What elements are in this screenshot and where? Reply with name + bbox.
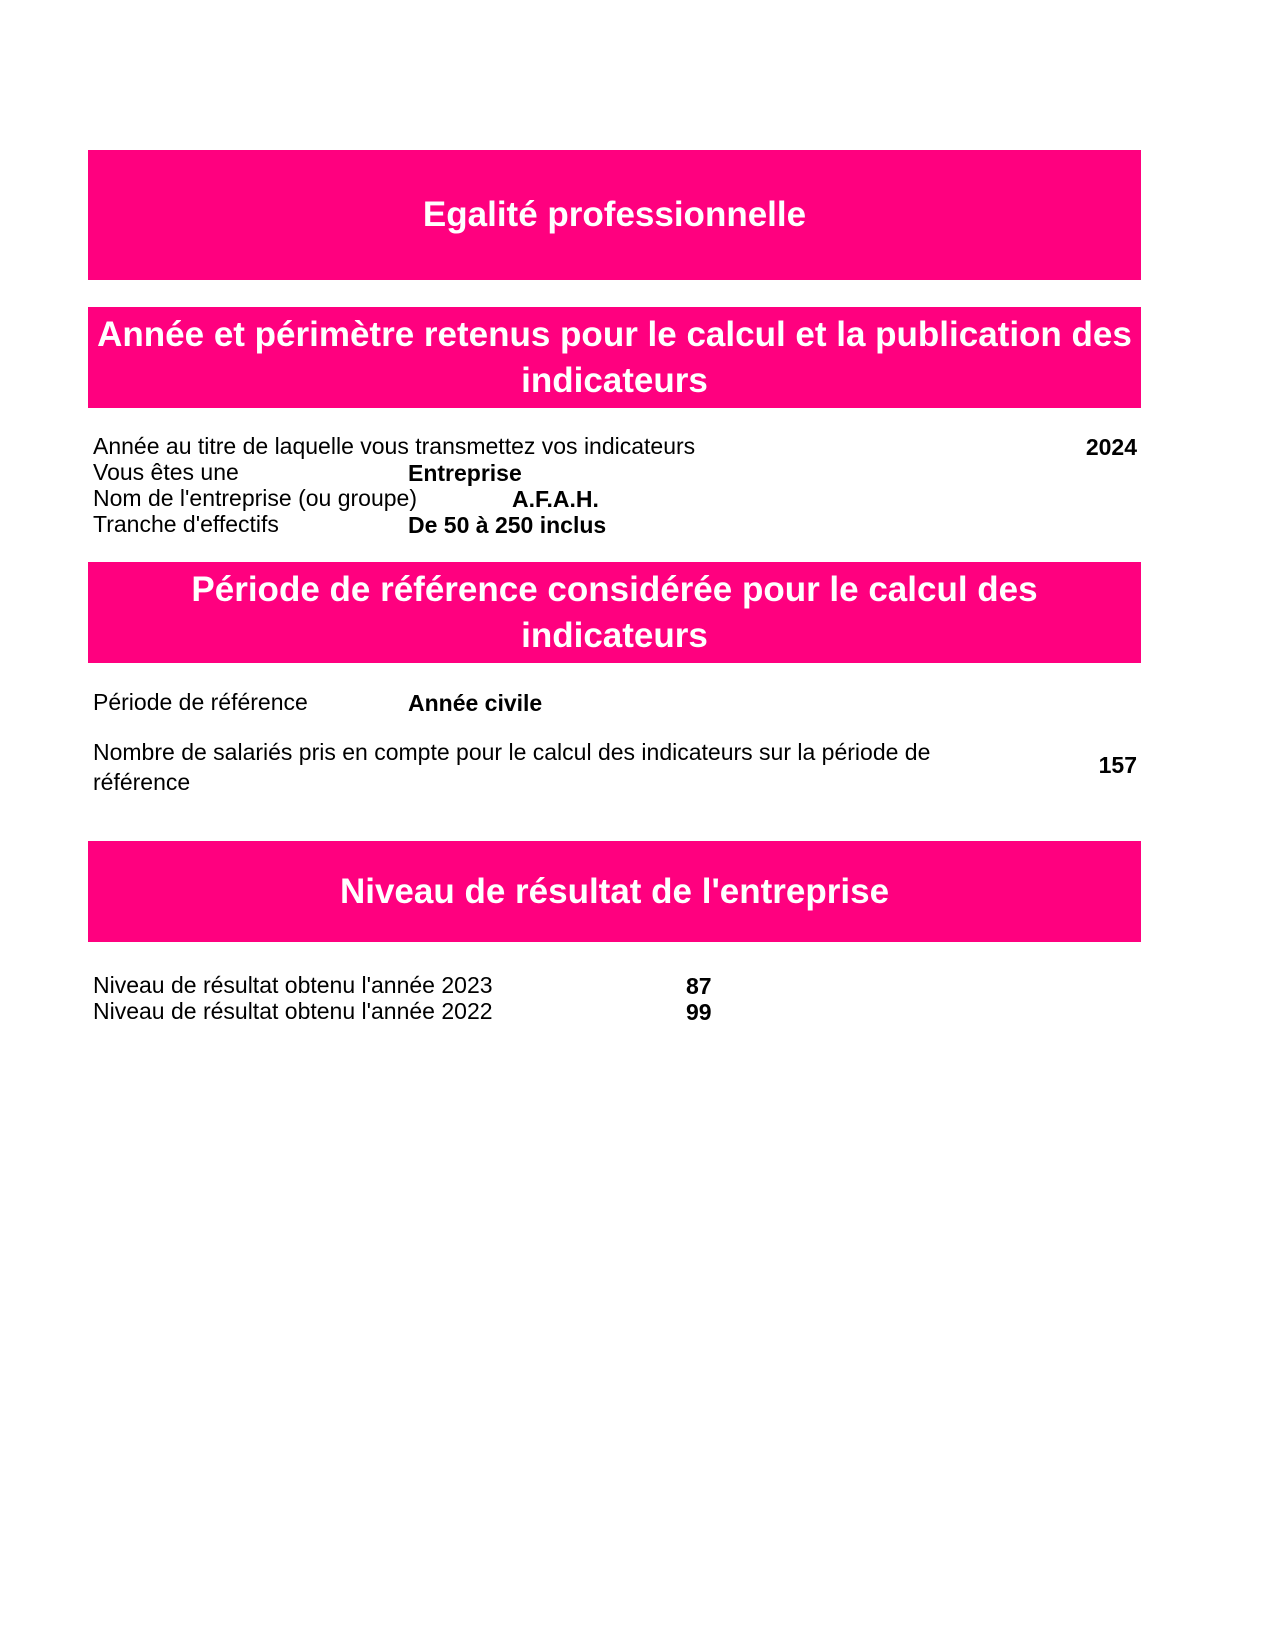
nom-value: A.F.A.H. — [512, 486, 599, 512]
section-heading-perimetre: Année et périmètre retenus pour le calcul et la publication des indicateurs — [88, 307, 1141, 408]
nom-label: Nom de l'entreprise (ou groupe) — [93, 485, 417, 511]
tranche-value: De 50 à 250 inclus — [408, 512, 607, 538]
type-value: Entreprise — [408, 460, 522, 486]
type-label: Vous êtes une — [93, 459, 239, 485]
section-heading-niveau: Niveau de résultat de l'entreprise — [88, 841, 1141, 942]
niveau-2023-label: Niveau de résultat obtenu l'année 2023 — [93, 972, 493, 998]
annee-label: Année au titre de laquelle vous transmettez vos indicateurs — [93, 433, 696, 459]
section-heading-periode: Période de référence considérée pour le calcul des indicateurs — [88, 562, 1141, 663]
niveau-2022-value: 99 — [686, 999, 712, 1025]
salaries-label: Nombre de salariés pris en compte pour le calcul des indicateurs sur la période de référence — [93, 739, 931, 795]
periode-value: Année civile — [408, 690, 543, 716]
tranche-label: Tranche d'effectifs — [93, 511, 279, 537]
annee-value: 2024 — [1085, 434, 1137, 460]
niveau-2023-value: 87 — [686, 973, 712, 999]
salaries-value: 157 — [1098, 752, 1137, 778]
periode-label: Période de référence — [93, 689, 308, 715]
niveau-2022-label: Niveau de résultat obtenu l'année 2022 — [93, 998, 493, 1024]
page-title: Egalité professionnelle — [88, 150, 1141, 280]
